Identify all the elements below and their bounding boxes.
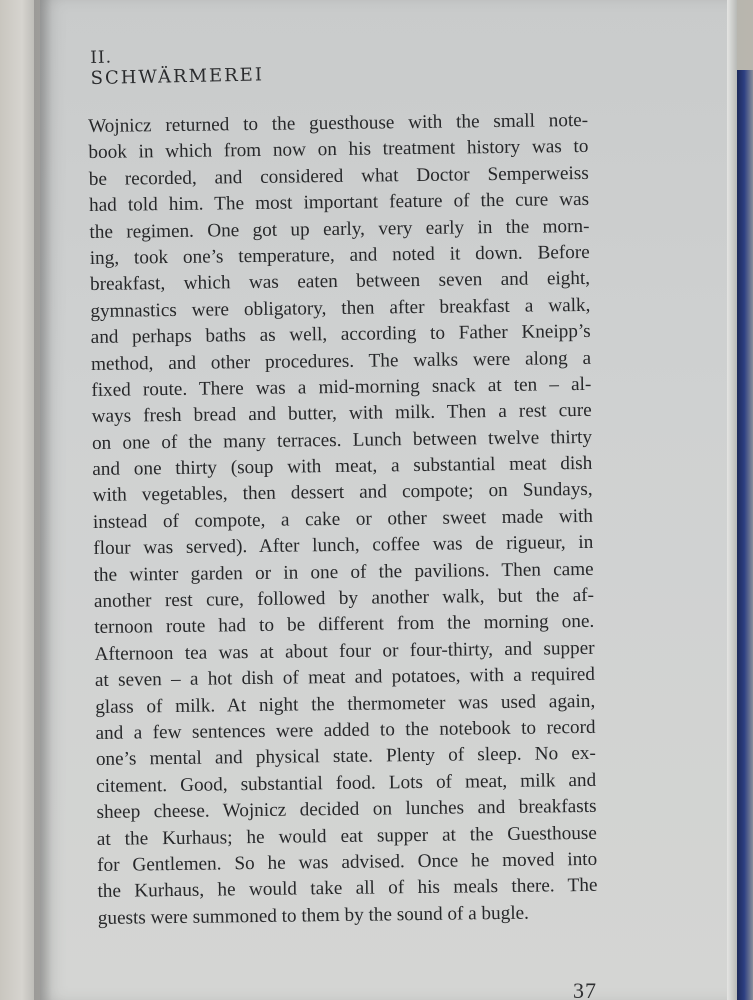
text-line: guests were summoned to them by the sound of a bugle.: [97, 902, 530, 929]
text-line: method, and other procedures. The walks were along a: [90, 347, 592, 375]
text-line: on one of the many terraces. Lunch between twelve thirty: [91, 426, 593, 454]
text-line: be recorded, and considered what Doctor Semperweiss: [88, 162, 589, 190]
text-line: and a few sentences were added to the notebook to record: [95, 716, 596, 744]
chapter-heading: [90, 44, 264, 90]
text-line: citement. Good, substantial food. Lots of meat, milk and: [96, 769, 597, 797]
text-line: ternoon route had to be different from the morning one.: [94, 611, 595, 639]
page-stack-edge: [727, 0, 737, 1000]
text-line: another rest cure, followed by another walk, but the af-: [93, 584, 595, 612]
text-line: ways fresh bread and butter, with milk. Then a rest cure: [91, 400, 592, 428]
text-line: Wojnicz returned to the guesthouse with the small note-: [88, 109, 589, 137]
text-line: the winter garden or in one of the pavilions. Then came: [93, 558, 594, 586]
text-line: glass of milk. At night the thermometer was used again,: [95, 690, 596, 718]
text-line: one’s mental and physical state. Plenty of sleep. No ex-: [95, 743, 596, 771]
text-line: and one thirty (soup with meat, a substantial meat dish: [92, 452, 593, 481]
text-line: Afternoon tea was at about four or four-thirty, and supper: [94, 637, 595, 665]
text-line: instead of compote, a cake or other sweet made with: [92, 505, 594, 533]
chapter-title: SCHWÄRMEREI: [90, 64, 265, 89]
text-line: gymnastics were obligatory, then after breakfast a walk,: [90, 294, 591, 322]
body-text: [88, 108, 598, 932]
text-line: fixed route. There was a mid-morning snack at ten – al-: [91, 373, 592, 401]
text-line: the regimen. One got up early, very early in the morn-: [89, 215, 590, 243]
text-line: ing, took one’s temperature, and noted it down. Before: [89, 241, 590, 269]
text-line: book in which from now on his treatment history was to: [88, 136, 589, 164]
text-line: flour was served). After lunch, coffee was de rigueur, in: [93, 532, 594, 560]
page-number: 37: [573, 978, 597, 1000]
text-line: with vegetables, then dessert and compote; on Sundays,: [92, 479, 593, 507]
book-gutter: [34, 0, 52, 1000]
text-line: for Gentlemen. So he was advised. Once he moved into: [97, 848, 598, 876]
chapter-number: II.: [90, 47, 113, 68]
text-line: the Kurhaus, he would take all of his meals there. The: [97, 875, 598, 903]
text-line: and perhaps baths as well, according to Father Kneipp’s: [90, 321, 591, 349]
text-line: had told him. The most important feature of the cure was: [88, 189, 590, 217]
text-line: at the Kurhaus; he would eat supper at the Guesthouse: [96, 822, 597, 850]
text-line: breakfast, which was eaten between seven and eight,: [89, 268, 591, 296]
blue-cover-edge: [737, 70, 753, 1000]
text-line: at seven – a hot dish of meat and potatoes, with a required: [94, 664, 596, 692]
text-line: sheep cheese. Wojnicz decided on lunches and breakfasts: [96, 795, 597, 824]
